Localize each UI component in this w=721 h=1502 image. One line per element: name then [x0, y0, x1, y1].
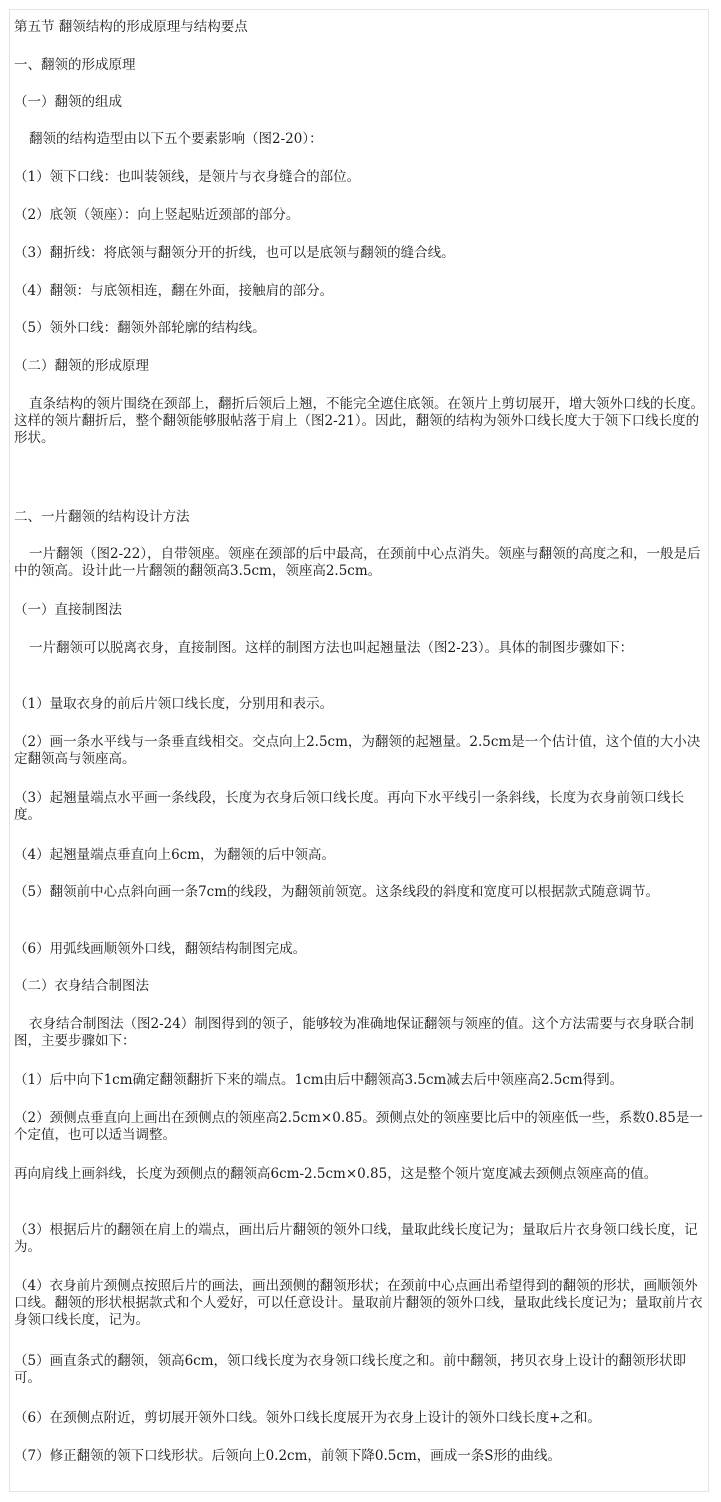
list-item: （5）领外口线：翻领外部轮廓的结构线。: [14, 320, 266, 336]
step-item-continued: 再向肩线上画斜线，长度为颈侧点的翻领高6cm-2.5cm×0.85，这是整个领片宽度减去颈侧点领座高的值。: [14, 1166, 658, 1182]
step-item: （5）翻领前中心点斜向画一条7cm的线段，为翻领前领宽。这条线段的斜度和宽度可以根据款式随意调节。: [14, 884, 660, 900]
heading-one-piece-collar: 二、一片翻领的结构设计方法: [14, 509, 190, 525]
paragraph-direct: 一片翻领可以脱离衣身，直接制图。这样的制图方法也叫起翘量法（图2-23）。具体的制图步骤如下：: [29, 640, 634, 656]
step-item: （3）根据后片的翻领在肩上的端点，画出后片翻领的领外口线，量取此线长度记为；量取后片衣身领口线长度，记为。: [14, 1222, 698, 1255]
step-item: （6）在颈侧点附近，剪切展开领外口线。领外口线长度展开为衣身上设计的领外口线长度+之和。: [14, 1410, 601, 1426]
list-item: （1）领下口线：也叫装领线，是领片与衣身缝合的部位。: [14, 169, 361, 185]
step-item: （2）画一条水平线与一条垂直线相交。交点向上2.5cm，为翻领的起翘量。2.5cm是一个估计值，这个值的大小决定翻领高与领座高。: [14, 734, 701, 767]
paragraph-combined: 衣身结合制图法（图2-24）制图得到的领子，能够较为准确地保证翻领与领座的值。这个方法需要与衣身联合制图，主要步骤如下：: [14, 1016, 694, 1049]
subheading-combined-method: （二）衣身结合制图法: [14, 978, 149, 994]
step-item: （4）起翘量端点垂直向上6cm，为翻领的后中领高。: [14, 847, 336, 863]
section-title: 第五节 翻领结构的形成原理与结构要点: [14, 19, 248, 35]
list-item: （2）底领（领座）：向上竖起贴近颈部的部分。: [14, 207, 300, 223]
step-item: （1）量取衣身的前后片领口线长度，分别用和表示。: [14, 696, 334, 712]
paragraph-principle: 直条结构的领片围绕在颈部上，翻折后领后上翘，不能完全遮住底领。在领片上剪切展开，增大领外口线的长度。这样的领片翻折后，整个翻领能够服帖落于肩上（图2-21）。因此，翻领的结构为领外口线长度大于领下口线长度的形状。: [14, 396, 704, 446]
subheading-composition: （一）翻领的组成: [14, 94, 122, 110]
heading-formation-principle: 一、翻领的形成原理: [14, 57, 136, 73]
list-item: （4）翻领：与底领相连，翻在外面，接触肩的部分。: [14, 283, 334, 299]
step-item: （7）修正翻领的领下口线形状。后领向上0.2cm，前领下降0.5cm，画成一条S形的曲线。: [14, 1448, 561, 1464]
step-item: （1）后中向下1cm确定翻领翻折下来的端点。1cm由后中翻领高3.5cm减去后中领座高2.5cm得到。: [14, 1072, 624, 1088]
step-item: （3）起翘量端点水平画一条线段，长度为衣身后领口线长度。再向下水平线引一条斜线，长度为衣身前领口线长度。: [14, 790, 685, 823]
step-item: （6）用弧线画顺领外口线，翻领结构制图完成。: [14, 941, 307, 957]
paragraph-one-piece: 一片翻领（图2-22），自带领座。领座在颈部的后中最高，在颈前中心点消失。领座与翻领的高度之和，一般是后中的领高。设计此一片翻领的翻领高3.5cm，领座高2.5cm。: [14, 546, 701, 579]
step-item: （4）衣身前片颈侧点按照后片的画法，画出颈侧的翻领形状；在颈前中心点画出希望得到的翻领的形状，画顺领外口线。翻领的形状根据款式和个人爱好，可以任意设计。量取前片翻领的领外口线，量取此线长度记为；量取前片衣身领口线长度，记为。: [14, 1278, 703, 1328]
subheading-direct-method: （一）直接制图法: [14, 602, 122, 618]
subheading-principle: （二）翻领的形成原理: [14, 358, 149, 374]
list-item: （3）翻折线：将底领与翻领分开的折线，也可以是底领与翻领的缝合线。: [14, 245, 455, 261]
step-item: （2）颈侧点垂直向上画出在颈侧点的领座高2.5cm×0.85。颈侧点处的领座要比后中的领座低一些，系数0.85是一个定值，也可以适当调整。: [14, 1110, 703, 1143]
paragraph-intro: 翻领的结构造型由以下五个要素影响（图2-20）：: [29, 131, 323, 147]
step-item: （5）画直条式的翻领，领高6cm，领口线长度为衣身领口线长度之和。前中翻领，拷贝衣身上设计的翻领形状即可。: [14, 1353, 687, 1386]
